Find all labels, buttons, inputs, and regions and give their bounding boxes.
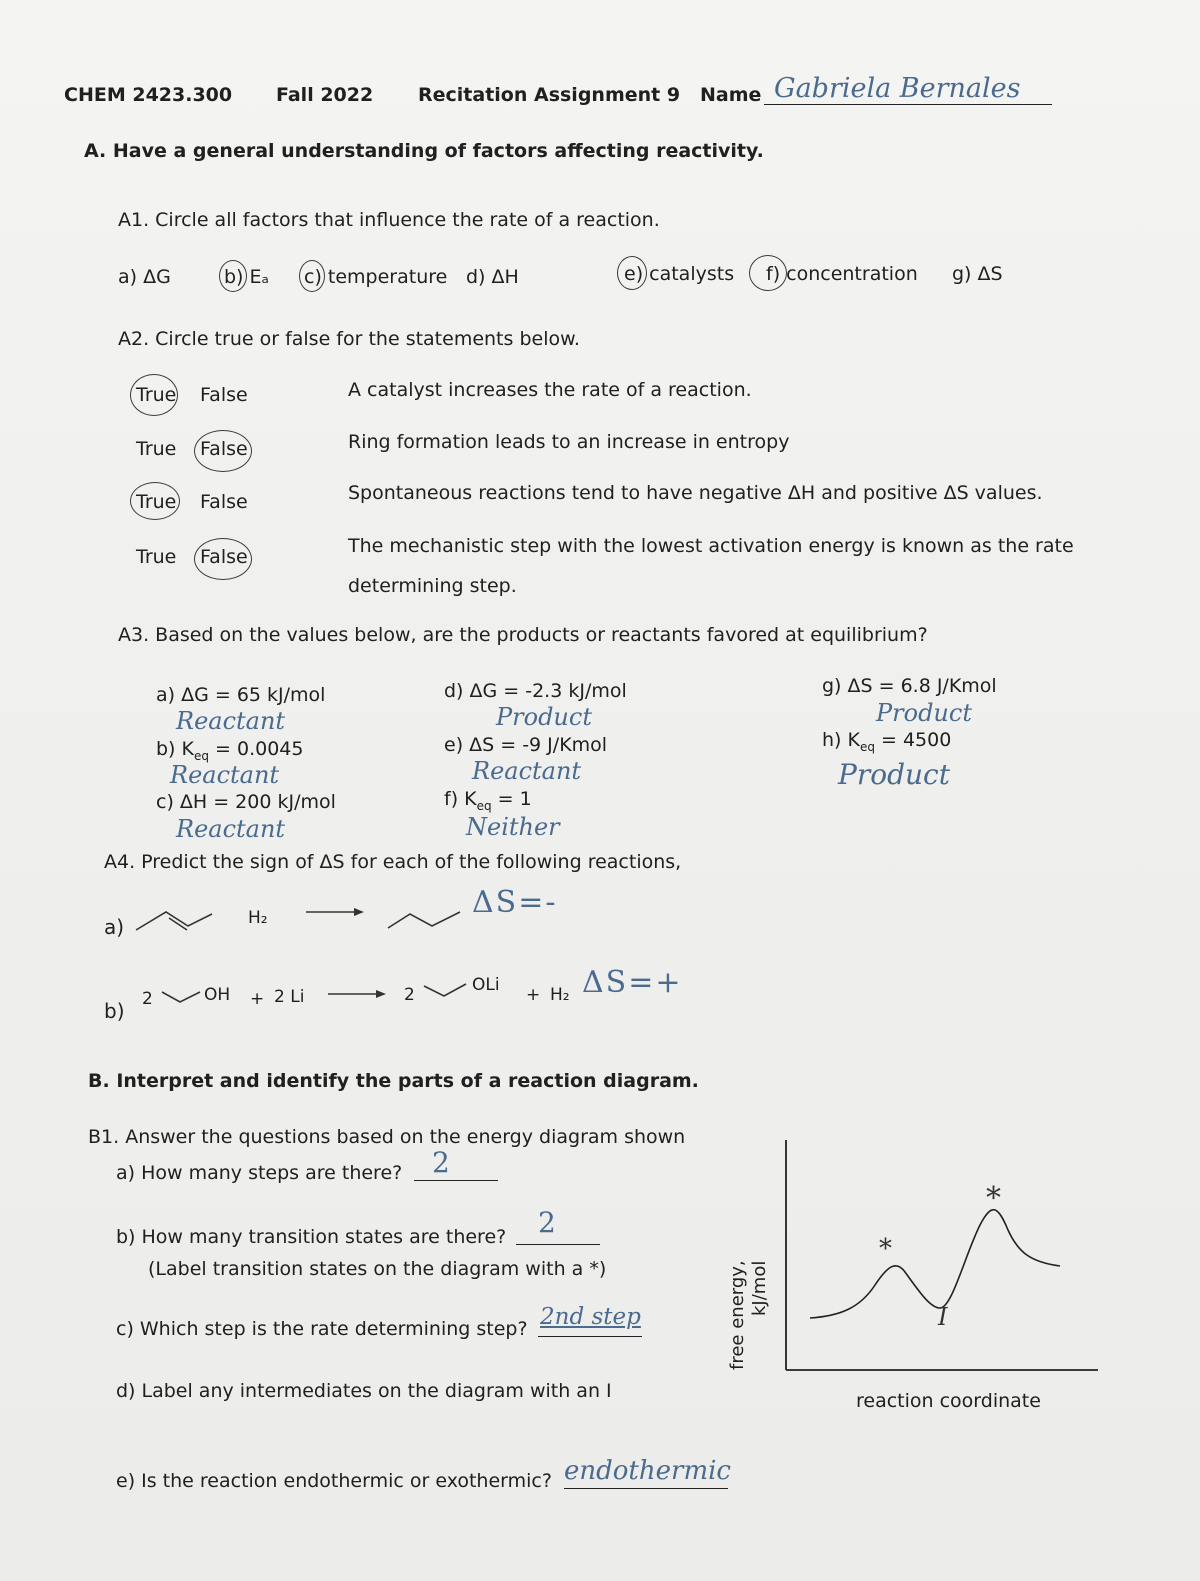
a4-a-label: a)	[104, 915, 125, 939]
a3-item-c: c) ΔH = 200 kJ/mol	[156, 791, 336, 813]
a4-prompt: A4. Predict the sign of ΔS for each of the following reactions,	[104, 851, 682, 873]
a3-answer-g: Product	[876, 699, 972, 727]
a4-b-plus1: +	[250, 989, 265, 1009]
a2-true-4: True	[136, 546, 177, 568]
a4-b-coef2: 2	[404, 985, 415, 1005]
a2-statement-2: Ring formation leads to an increase in entropy	[348, 431, 790, 453]
section-a-title: A. Have a general understanding of factors affecting reactivity.	[84, 140, 764, 162]
name-underline	[764, 104, 1052, 105]
a3-answer-d: Product	[496, 703, 592, 731]
a2-statement-3: Spontaneous reactions tend to have negative ΔH and positive ΔS values.	[348, 482, 1043, 504]
a1-option-g: g) ΔS	[952, 263, 1003, 285]
a2-prompt: A2. Circle true or false for the statements below.	[118, 328, 580, 350]
circle-mark	[617, 256, 647, 290]
a4-b-li: 2 Li	[274, 987, 305, 1007]
a1-option-b: b) Eₐ	[224, 266, 269, 288]
a4-b-coef1: 2	[142, 989, 153, 1009]
a1-option-e: e) catalysts	[624, 263, 735, 285]
circle-mark	[194, 430, 252, 472]
intermediate-mark: I	[938, 1303, 948, 1331]
a3-item-h: h) $K_{eq} = 4500$	[822, 729, 952, 754]
name-label: Name	[700, 84, 762, 106]
answer-underline	[538, 1336, 642, 1337]
b1-question-d: d) Label any intermediates on the diagram with an I	[116, 1380, 612, 1402]
circle-mark	[130, 482, 180, 520]
b1-prompt: B1. Answer the questions based on the energy diagram shown	[88, 1126, 686, 1148]
a2-true-2: True	[136, 438, 177, 460]
a3-item-a: a) ΔG = 65 kJ/mol	[156, 684, 326, 706]
a4-b-h2: H₂	[550, 985, 570, 1005]
ts-mark-1: *	[879, 1234, 892, 1264]
circle-mark	[219, 260, 247, 292]
diagram-y-label-2: kJ/mol	[749, 1260, 770, 1316]
a1-option-c: c) temperature	[304, 266, 448, 288]
b1-answer-c: 2nd step	[540, 1304, 641, 1330]
a3-answer-f: Neither	[466, 813, 560, 841]
ethanol-structure	[160, 986, 206, 1006]
circle-mark	[194, 538, 252, 580]
b1-question-c: c) Which step is the rate determining step?	[116, 1318, 528, 1340]
a1-option-a: a) ΔG	[118, 266, 171, 288]
student-name: Gabriela Bernales	[774, 73, 1021, 104]
a4-b-oh: OH	[204, 985, 231, 1005]
a3-item-d: d) ΔG = -2.3 kJ/mol	[444, 680, 627, 702]
a2-false-3: False	[200, 491, 248, 513]
a2-false-2: False	[200, 438, 248, 460]
a3-answer-a: Reactant	[176, 707, 286, 735]
a2-statement-4-cont: determining step.	[348, 575, 517, 597]
a2-true-3: True	[136, 491, 177, 513]
a1-option-d: d) ΔH	[466, 266, 519, 288]
a4-b-plus2: +	[526, 985, 541, 1005]
term: Fall 2022	[276, 84, 374, 106]
energy-diagram	[770, 1130, 1110, 1382]
circle-mark	[130, 374, 178, 416]
a3-item-b: b) $K_{eq} = 0.0045$	[156, 738, 304, 763]
b1-question-b-note: (Label transition states on the diagram with a *)	[148, 1258, 607, 1280]
a3-item-f: f) $K_{eq} = 1$	[444, 788, 532, 813]
answer-underline	[516, 1244, 600, 1245]
a2-statement-1: A catalyst increases the rate of a reaction.	[348, 379, 752, 401]
a2-true-1: True	[136, 384, 177, 406]
diagram-x-label: reaction coordinate	[856, 1390, 1041, 1412]
a4-b-oli: OLi	[472, 975, 500, 995]
ts-mark-2: *	[986, 1181, 1001, 1216]
b1-answer-e: endothermic	[564, 1456, 731, 1486]
a3-answer-e: Reactant	[472, 757, 582, 785]
course-code: CHEM 2423.300	[64, 84, 233, 106]
b1-answer-b: 2	[538, 1206, 556, 1239]
answer-underline	[414, 1180, 498, 1181]
answer-underline	[564, 1488, 728, 1489]
a3-answer-c: Reactant	[176, 815, 286, 843]
circle-mark	[749, 255, 787, 291]
a1-prompt: A1. Circle all factors that influence the rate of a reaction.	[118, 209, 660, 231]
reaction-arrow	[304, 904, 366, 920]
section-b-title: B. Interpret and identify the parts of a reaction diagram.	[88, 1070, 699, 1092]
lithium-ethoxide-structure	[422, 978, 474, 1000]
a3-item-e: e) ΔS = -9 J/Kmol	[444, 734, 608, 756]
reaction-arrow	[326, 986, 388, 1002]
a4-a-answer: ΔS=-	[472, 885, 558, 920]
circle-mark	[299, 260, 325, 292]
a3-answer-h: Product	[838, 758, 950, 791]
a1-option-f: f) concentration	[766, 263, 918, 285]
a2-false-1: False	[200, 384, 248, 406]
a2-statement-4: The mechanistic step with the lowest activation energy is known as the rate	[348, 535, 1074, 557]
a4-a-reagent: H₂	[248, 908, 268, 928]
a3-item-g: g) ΔS = 6.8 J/Kmol	[822, 675, 997, 697]
a4-b-label: b)	[104, 999, 125, 1023]
b1-question-b: b) How many transition states are there?	[116, 1226, 507, 1248]
b1-question-a: a) How many steps are there?	[116, 1162, 403, 1184]
assignment-title: Recitation Assignment 9	[418, 84, 681, 106]
diagram-y-label-1: free energy,	[727, 1260, 748, 1370]
a4-b-answer: ΔS=+	[582, 965, 683, 1000]
a2-false-4: False	[200, 546, 248, 568]
a3-answer-b: Reactant	[170, 761, 280, 789]
alkane-structure	[384, 904, 464, 932]
alkene-structure	[132, 904, 216, 934]
b1-answer-a: 2	[432, 1146, 450, 1179]
b1-question-e: e) Is the reaction endothermic or exothermic?	[116, 1470, 552, 1492]
a3-prompt: A3. Based on the values below, are the products or reactants favored at equilibrium?	[118, 624, 928, 646]
